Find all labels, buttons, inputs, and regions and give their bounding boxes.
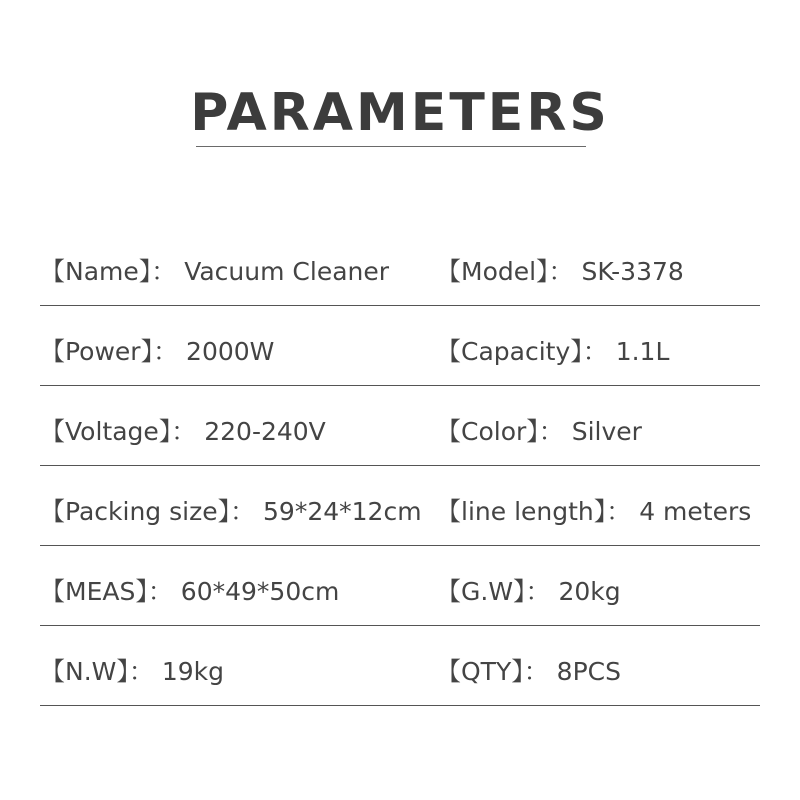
spec-row-packing-line	[40, 466, 760, 546]
spec-quantity: 【QTY】： 8PCS	[436, 657, 621, 686]
spec-meas: 【MEAS】： 60*49*50cm	[40, 577, 340, 606]
spec-row-power-capacity	[40, 306, 760, 386]
spec-table	[40, 226, 760, 706]
spec-row-voltage-color	[40, 386, 760, 466]
spec-line-length: 【line length】： 4 meters	[436, 497, 752, 526]
title-underline	[196, 146, 586, 147]
spec-name: 【Name】： Vacuum Cleaner	[40, 257, 390, 286]
spec-row-name-model	[40, 226, 760, 306]
spec-row-meas-gw	[40, 546, 760, 626]
spec-net-weight: 【N.W】： 19kg	[40, 657, 224, 686]
spec-packing-size: 【Packing size】： 59*24*12cm	[40, 497, 422, 526]
spec-gross-weight: 【G.W】： 20kg	[436, 577, 621, 606]
spec-capacity: 【Capacity】： 1.1L	[436, 337, 670, 366]
spec-voltage: 【Voltage】： 220-240V	[40, 417, 326, 446]
spec-power: 【Power】： 2000W	[40, 337, 275, 366]
spec-row-nw-qty	[40, 626, 760, 706]
spec-color: 【Color】： Silver	[436, 417, 642, 446]
page-title: PARAMETERS	[190, 83, 610, 143]
spec-model: 【Model】： SK-3378	[436, 257, 684, 286]
